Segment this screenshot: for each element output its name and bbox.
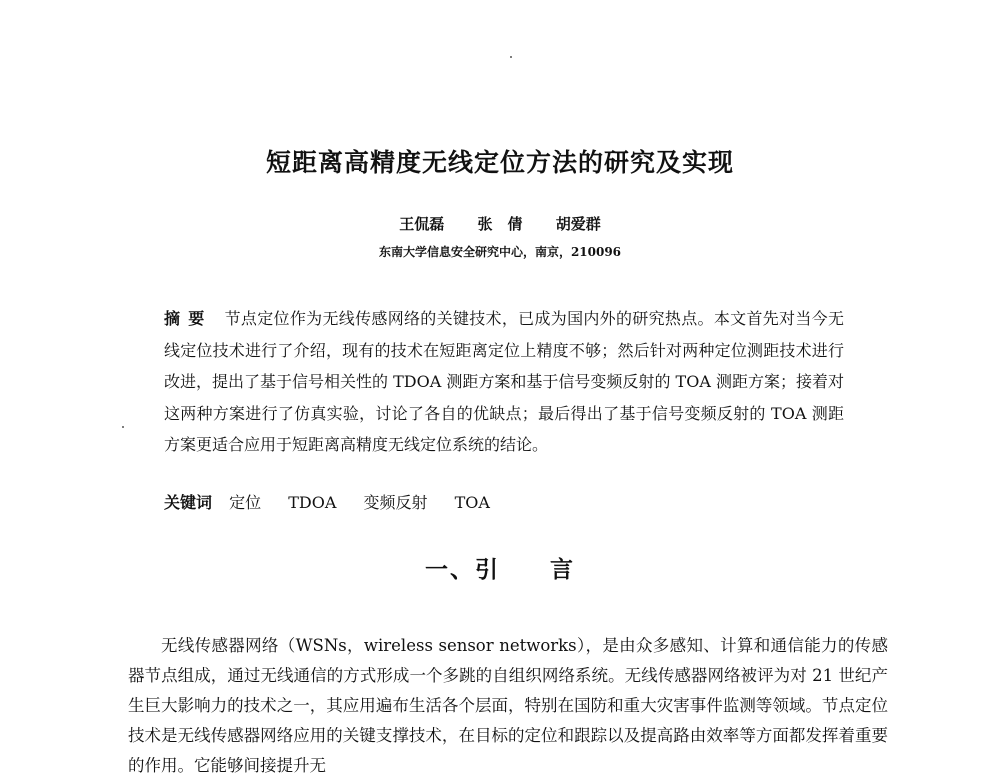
paper-title: 短距离高精度无线定位方法的研究及实现: [265, 148, 734, 177]
section-heading: 一、引 言: [425, 557, 575, 583]
abstract-label: 摘要: [164, 309, 213, 328]
abstract: [164, 303, 844, 461]
scan-speck: [510, 56, 512, 58]
author-name: 王侃磊: [399, 215, 445, 233]
keyword: 定位: [229, 493, 262, 512]
keywords: [164, 490, 844, 513]
keyword: TOA: [454, 493, 490, 512]
body-paragraph: 无线传感器网络（WSNs，wireless sensor networks），是由众多感知、计算和通信能力的传感器节点组成，通过无线通信的方式形成一个多跳的自组织网络系统。无线传感器网络被评为对 21 世纪产生巨大影响力的技术之一，其应用遍布生活各个层面，特别在国防和重大灾害事件监测等领域。节点定位技术是无线传感器网络应用的关键支撑技术，在目标的定位和跟踪以及提高路由效率等方面都发挥着重要的作用。它能够间接提升无: [128, 635, 888, 775]
keywords-label: 关键词: [164, 493, 213, 512]
author-name: 胡爱群: [555, 215, 601, 233]
author-name: 张 倩: [477, 215, 523, 233]
author-list: [0, 213, 1000, 234]
keyword: TDOA: [288, 493, 337, 512]
abstract-text: 节点定位作为无线传感网络的关键技术，已成为国内外的研究热点。本文首先对当今无线定位技术进行了介绍，现有的技术在短距离定位上精度不够；然后针对两种定位测距技术进行改进，提出了基于信号相关性的 TDOA 测距方案和基于信号变频反射的 TOA 测距方案；接着对这两种方案进行了仿真实验，讨论了各自的优缺点；最后得出了基于信号变频反射的 TOA 测距方案更适合应用于短距离高精度无线定位系统的结论。: [164, 309, 844, 454]
affiliation: 东南大学信息安全研究中心，南京，210096: [378, 245, 622, 259]
keyword: 变频反射: [363, 493, 428, 512]
scan-speck: [122, 426, 124, 428]
